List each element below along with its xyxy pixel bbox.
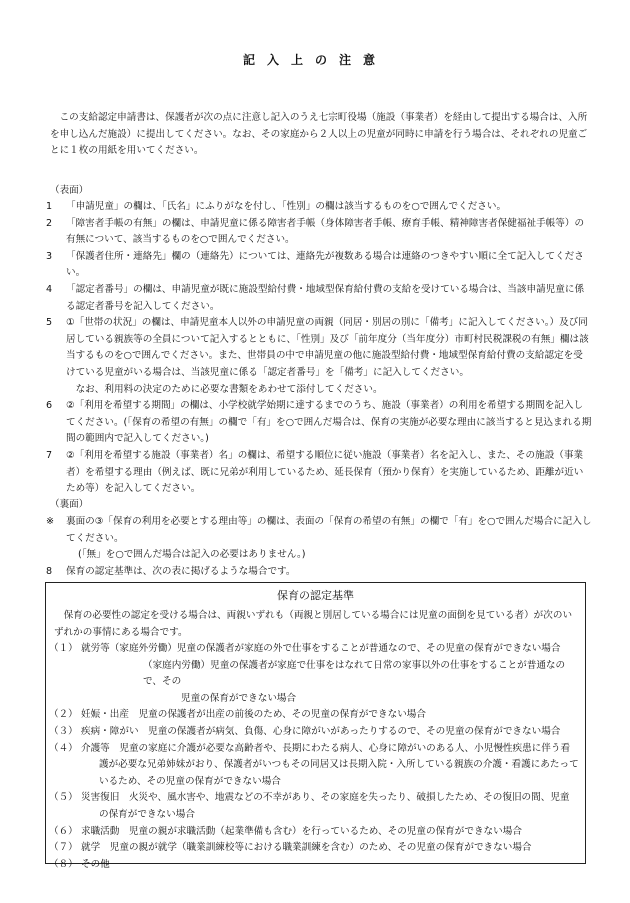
reason-number: （５） — [49, 792, 78, 804]
item-text: ②「利用を希望する期間」の欄は、小学校就学始期に達するまでのうち、施設（事業者）の利用を希望する期間を記入してください。(「保育の希望の有無」の欄で「有」を○で囲んだ場合は、保育の実施が必要な理由に該当すると見込まれる期間の範囲内で記入してください。) — [66, 400, 592, 445]
item-number: 8 — [46, 565, 53, 577]
item-text: 「申請児童」の欄は、「氏名」にふりがなを付し、「性別」の欄は該当するものを○で囲んでください。 — [66, 201, 507, 212]
list-item — [46, 448, 592, 498]
reason-text: 求職活動 児童の親が求職活動（起業準備も含む）を行っているため、その児童の保育ができない場合 — [81, 825, 522, 837]
intro-text: この支給認定申請書は、保護者が次の点に注意し記入のうえ七宗町役場（施設（事業者）を経由して提出する場合は、入所を申し込んだ施設）に提出してください。なお、その家庭から２人以上の児童が同時に申請を行う場合は、それぞれの児童ごとに１枚の用紙を用いてください。 — [50, 112, 588, 157]
front-heading: （表面） — [50, 185, 89, 196]
reason-number: （７） — [49, 842, 78, 854]
reason-text: その他 — [81, 858, 110, 870]
intro-paragraph — [50, 110, 590, 160]
item-number: 4 — [46, 283, 53, 295]
reason-item — [49, 840, 579, 857]
criteria-title: 保育の認定基準 — [277, 589, 354, 602]
item-number: 1 — [46, 201, 53, 212]
reason-item — [49, 724, 579, 741]
reason-item — [49, 857, 579, 874]
criteria-reasons — [49, 641, 579, 873]
back-items — [46, 514, 592, 580]
item-text: ②「利用を希望する施設（事業者）名」の欄は、希望する順位に従い施設（事業者）名を記入し、また、その施設（事業者）を希望する理由（例えば、既に兄弟が利用しているため、延長保育（預かり保育）を実施しているため、距離が近いため等）を記入してください。 — [66, 449, 584, 495]
reason-text — [81, 790, 579, 823]
reason-item — [49, 824, 579, 841]
reason-subtext-cont: 児童の保育ができない場合 — [181, 692, 297, 704]
reason-item — [49, 707, 579, 724]
item-text: 「保護者住所・連絡先」欄の（連絡先）については、連絡先が複数ある場合は連絡のつきやすい順に全て記入してください。 — [66, 250, 584, 279]
reason-item — [49, 741, 579, 791]
front-items — [46, 199, 592, 498]
item-number: 3 — [46, 250, 53, 262]
list-item — [46, 282, 592, 315]
list-item — [46, 514, 592, 547]
reason-item — [49, 641, 579, 658]
back-heading: （裏面） — [50, 499, 89, 510]
list-item — [46, 398, 592, 448]
reason-number: （２） — [49, 709, 78, 721]
item-note: (「無」を○で囲んだ場合は記入の必要はありません。) — [78, 549, 306, 561]
list-item — [46, 315, 592, 381]
reason-text: 就学 児童の親が就学（職業訓練校等における職業訓練を含む）のため、その児童の保育ができない場合 — [81, 842, 532, 854]
criteria-intro — [54, 608, 576, 641]
item-number: 7 — [46, 449, 53, 461]
list-item — [46, 564, 592, 581]
item-number: ※ — [46, 516, 55, 527]
page-title: 記入上の注意 — [242, 53, 387, 67]
item-text: 「認定者番号」の欄は、申請児童が既に施設型給付費・地域型保育給付費の支給を受けている場合は、当該申請児童に係る認定者番号を記入してください。 — [66, 283, 585, 312]
criteria-box — [45, 582, 586, 870]
reason-text — [81, 741, 579, 791]
list-item — [46, 249, 592, 282]
reason-number: （４） — [49, 742, 78, 754]
list-item — [46, 199, 592, 216]
reason-text-cont: 護が必要な兄弟姉妹がおり、保護者がいつもその同居又は長期入院・入所している親族の介護・看護にあたっているため、その児童の保育ができない場合 — [99, 759, 579, 787]
reason-text-main: 災害復旧 火災や、風水害や、地震などの不幸があり、その家庭を失ったり、破損したため、その復旧の間、児童 — [81, 792, 570, 804]
reason-number: （１） — [49, 643, 78, 654]
item-text: 保育の認定基準は、次の表に掲げるような場合です。 — [66, 565, 296, 577]
reason-number: （６） — [49, 825, 78, 837]
item-number: 6 — [46, 400, 53, 412]
reason-text-main: 介護等 児童の家庭に介護が必要な高齢者や、長期にわたる病人、心身に障がいのある人、小児慢性疾患に伴う看 — [81, 742, 571, 754]
item-text: 「障害者手帳の有無」の欄は、申請児童に係る障害者手帳（身体障害者手帳、療育手帳、精神障害者保健福祉手帳等）の有無について、該当するものを○で囲んでください。 — [66, 217, 585, 246]
item-number: 2 — [46, 217, 53, 229]
list-item — [46, 216, 592, 249]
criteria-intro-text: 保育の必要性の認定を受ける場合は、両親いずれも（両親と別居している場合には児童の面倒を見ている者）が次のいずれかの事情にある場合です。 — [54, 610, 573, 638]
item-text: 裏面の③「保育の利用を必要とする理由等」の欄は、表面の「保育の希望の有無」の欄で「有」を○で囲んだ場合に記入してください。 — [66, 516, 592, 544]
reason-text: 疾病・障がい 児童の保護者が病気、負傷、心身に障がいがあったりするので、その児童の保育ができない場合 — [81, 725, 561, 737]
item-number: 5 — [46, 317, 53, 329]
reason-text-cont: の保育ができない場合 — [99, 808, 195, 820]
item-text: ①「世帯の状況」の欄は、申請児童本人以外の申請児童の両親（同居・別居の別に「備考」に記入してください。）及び同居している親族等の全員について記入するとともに、「性別」及び「前年度分（当年度分）市町村民税課税の有無」欄は該当するものを○で囲んでください。また、世帯員の中で申請児童の他に施設型給付費・地域型保育給付費の支給認定を受けている児童がいる場合は、当該児童に係る「認定者番号」を「備考」に記入してください。 — [66, 317, 589, 378]
reason-text: 就労等（家庭外労働）児童の保護者が家庭の外で仕事をすることが普通なので、その児童の保育ができない場合 — [81, 643, 561, 654]
reason-subtext: （家庭内労働）児童の保護者が家庭で仕事をはなれて日常の家事以外の仕事をすることが普通なので、その — [143, 659, 566, 688]
reason-text: 妊娠・出産 児童の保護者が出産の前後のため、その児童の保育ができない場合 — [81, 709, 426, 721]
reason-number: （８） — [49, 858, 78, 870]
reason-number: （３） — [49, 725, 78, 737]
item-note: なお、利用料の決定のために必要な書類をあわせて添付してください。 — [75, 383, 383, 395]
reason-item — [49, 790, 579, 823]
